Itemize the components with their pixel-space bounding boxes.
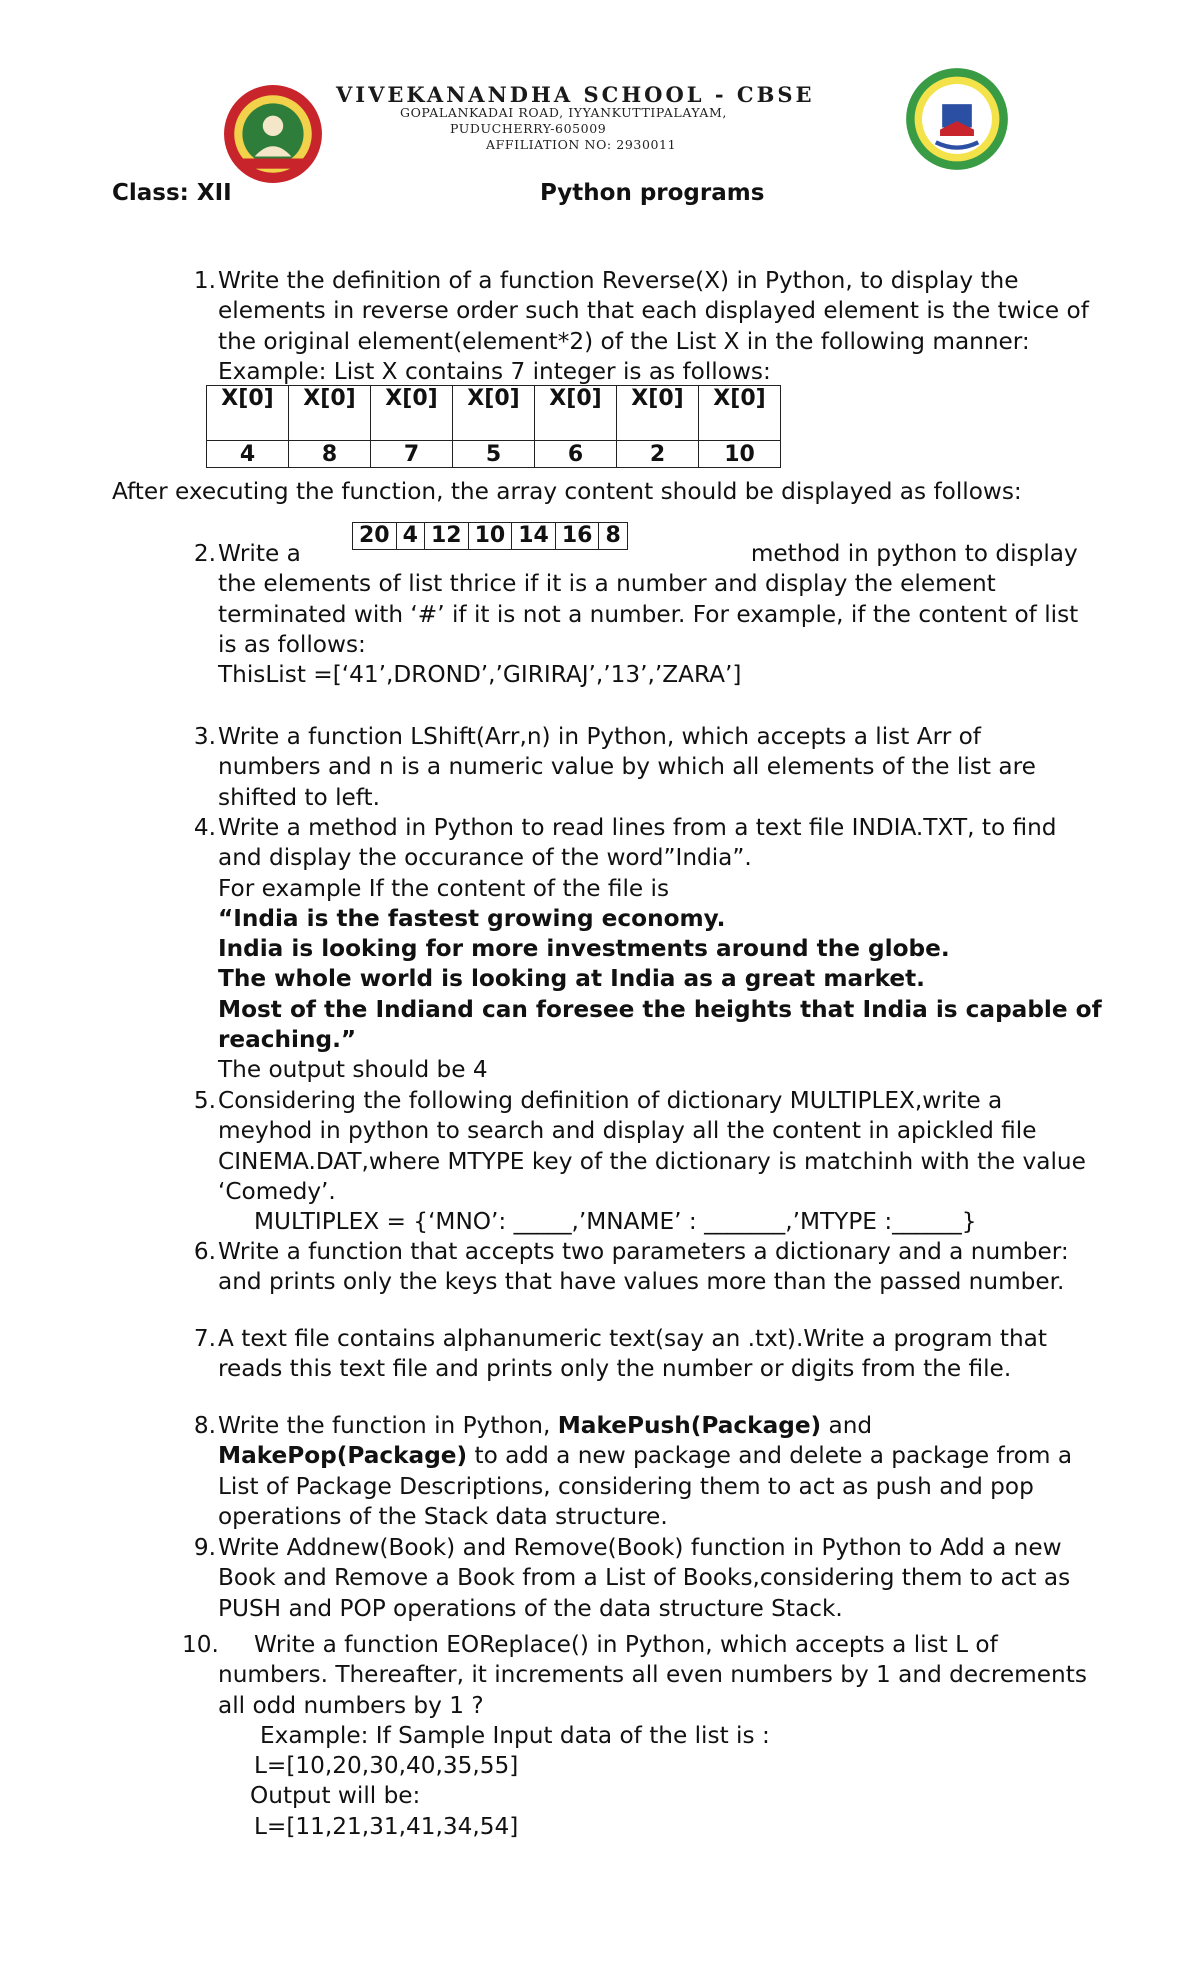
question-text: List of Package Descriptions, considering them to act as push and pop: [218, 1472, 1034, 1500]
table-header: X[0]: [617, 386, 699, 441]
question-text: the elements of list thrice if it is a number and display the element: [218, 570, 996, 598]
table-cell: 20: [353, 523, 397, 550]
question-text: Write the definition of a function Reverse(X) in Python, to display the: [218, 267, 1019, 294]
question-number: 6.: [193, 1238, 216, 1265]
question-10: [182, 1630, 1123, 1842]
table-cell: 6: [535, 441, 617, 468]
question-text: reads this text file and prints only the number or digits from the file.: [218, 1355, 1012, 1383]
question-text: all odd numbers by 1 ?: [218, 1691, 484, 1719]
question-number: 2.: [193, 540, 216, 567]
question-text: numbers and n is a numeric value by which all elements of the list are: [218, 753, 1036, 781]
question-text: operations of the Stack data structure.: [218, 1502, 668, 1530]
address-line-1: GOPALANKADAI ROAD, IYYANKUTTIPALAYAM,: [400, 105, 727, 120]
table-header: X[0]: [289, 386, 371, 441]
question-text: A text file contains alphanumeric text(say an .txt).Write a program that: [218, 1325, 1047, 1352]
question-text: CINEMA.DAT,where MTYPE key of the dictionary is matchinh with the value: [218, 1147, 1086, 1175]
table-cell: 4: [396, 523, 424, 550]
question-text-part: Write the function in Python,: [218, 1412, 558, 1439]
table-cell: 16: [555, 523, 599, 550]
question-text-left: Write a: [218, 540, 301, 567]
question-text: For example If the content of the file is: [218, 874, 670, 902]
question-number: 10.: [182, 1631, 219, 1658]
question-text: [218, 539, 1123, 569]
question-1: [193, 266, 1123, 387]
question-text: Write a method in Python to read lines from a text file INDIA.TXT, to find: [218, 814, 1057, 841]
file-content-line: reaching.”: [218, 1026, 357, 1054]
file-content-line: India is looking for more investments around the globe.: [218, 935, 950, 963]
question-text: is as follows:: [218, 630, 366, 658]
school-emblem-icon: [222, 83, 324, 185]
question-text: elements in reverse order such that each displayed element is the twice of: [218, 297, 1089, 325]
question-text: numbers. Thereafter, it increments all even numbers by 1 and decrements: [218, 1661, 1087, 1689]
table-cell: 12: [424, 523, 468, 550]
question-8: [193, 1411, 1123, 1532]
file-content-line: “India is the fastest growing economy.: [218, 904, 726, 932]
function-name: MakePop(Package): [218, 1442, 468, 1470]
question-text: Considering the following definition of dictionary MULTIPLEX,write a: [218, 1087, 1003, 1114]
question-text: Write Addnew(Book) and Remove(Book) function in Python to Add a new: [218, 1534, 1062, 1561]
affiliation-line: AFFILIATION NO: 2930011: [486, 137, 677, 152]
question-number: 1.: [193, 267, 216, 294]
question-text: shifted to left.: [218, 783, 380, 811]
question-text: and prints only the keys that have values more than the passed number.: [218, 1268, 1065, 1296]
question-3: [193, 722, 1123, 813]
question-text: terminated with ‘#’ if it is not a number. For example, if the content of list: [218, 600, 1079, 628]
question-number: 8.: [193, 1412, 216, 1439]
output-label: Output will be:: [250, 1782, 421, 1810]
question-6: [193, 1237, 1123, 1298]
question-text: Write a function LShift(Arr,n) in Python, which accepts a list Arr of: [218, 723, 981, 750]
question-text: [218, 1411, 1123, 1441]
after-execution-text: After executing the function, the array content should be displayed as follows:: [112, 478, 1022, 505]
question-9: [193, 1533, 1123, 1624]
file-content-line: Most of the Indiand can foresee the heights that India is capable of: [218, 995, 1102, 1023]
question-text: [218, 1441, 1123, 1471]
table-cell: 10: [699, 441, 781, 468]
question-text: the original element(element*2) of the List X in the following manner:: [218, 327, 1030, 355]
example-text: Example: If Sample Input data of the list is :: [260, 1721, 770, 1749]
question-text: PUSH and POP operations of the data structure Stack.: [218, 1594, 843, 1622]
question-text: ‘Comedy’.: [218, 1177, 336, 1205]
example-list-table: [206, 385, 781, 468]
cbse-emblem-icon: [904, 66, 1010, 172]
table-header: X[0]: [207, 386, 289, 441]
sample-output: L=[11,21,31,41,34,54]: [254, 1812, 519, 1840]
table-cell: 2: [617, 441, 699, 468]
page-title: Python programs: [540, 180, 765, 206]
table-cell: 7: [371, 441, 453, 468]
table-header: X[0]: [535, 386, 617, 441]
question-2: [193, 539, 1123, 690]
table-cell: 14: [512, 523, 556, 550]
function-name: MakePush(Package): [557, 1412, 822, 1439]
question-7: [193, 1324, 1123, 1385]
question-text: Example: List X contains 7 integer is as follows:: [218, 357, 771, 385]
question-number: 9.: [193, 1534, 216, 1561]
table-header: X[0]: [371, 386, 453, 441]
question-4: [193, 813, 1123, 1086]
sample-input: L=[10,20,30,40,35,55]: [254, 1752, 519, 1780]
question-text: The output should be 4: [218, 1056, 488, 1084]
question-text: meyhod in python to search and display all the content in apickled file: [218, 1117, 1037, 1145]
address-line-2: PUDUCHERRY-605009: [450, 121, 607, 136]
question-number: 3.: [193, 723, 216, 750]
question-5: [193, 1086, 1123, 1237]
question-text: Write a function EOReplace() in Python, which accepts a list L of: [254, 1631, 998, 1658]
question-text: and display the occurance of the word”India”.: [218, 844, 752, 872]
school-name: VIVEKANANDHA SCHOOL - CBSE: [336, 82, 815, 107]
table-cell: 8: [599, 523, 627, 550]
question-text: Write a function that accepts two parameters a dictionary and a number:: [218, 1238, 1069, 1265]
question-text: ThisList =[‘41’,DROND’,’GIRIRAJ’,’13’,’ZARA’]: [218, 661, 742, 689]
class-label: Class: XII: [112, 180, 232, 206]
question-number: 4.: [193, 814, 216, 841]
table-cell: 5: [453, 441, 535, 468]
question-number: 5.: [193, 1087, 216, 1114]
table-cell: 4: [207, 441, 289, 468]
question-text-part: and: [821, 1412, 873, 1439]
table-cell: 8: [289, 441, 371, 468]
question-number: 7.: [193, 1325, 216, 1352]
question-text: Book and Remove a Book from a List of Books,considering them to act as: [218, 1564, 1071, 1592]
table-cell: 10: [468, 523, 512, 550]
file-content-line: The whole world is looking at India as a great market.: [218, 965, 925, 993]
question-text-part: to add a new package and delete a package from a: [467, 1442, 1073, 1470]
question-text-right: method in python to display: [750, 540, 1078, 567]
code-line: MULTIPLEX = {‘MNO’: _____,’MNAME’ : _______,’MTYPE :______}: [254, 1208, 977, 1236]
table-header: X[0]: [453, 386, 535, 441]
table-header: X[0]: [699, 386, 781, 441]
